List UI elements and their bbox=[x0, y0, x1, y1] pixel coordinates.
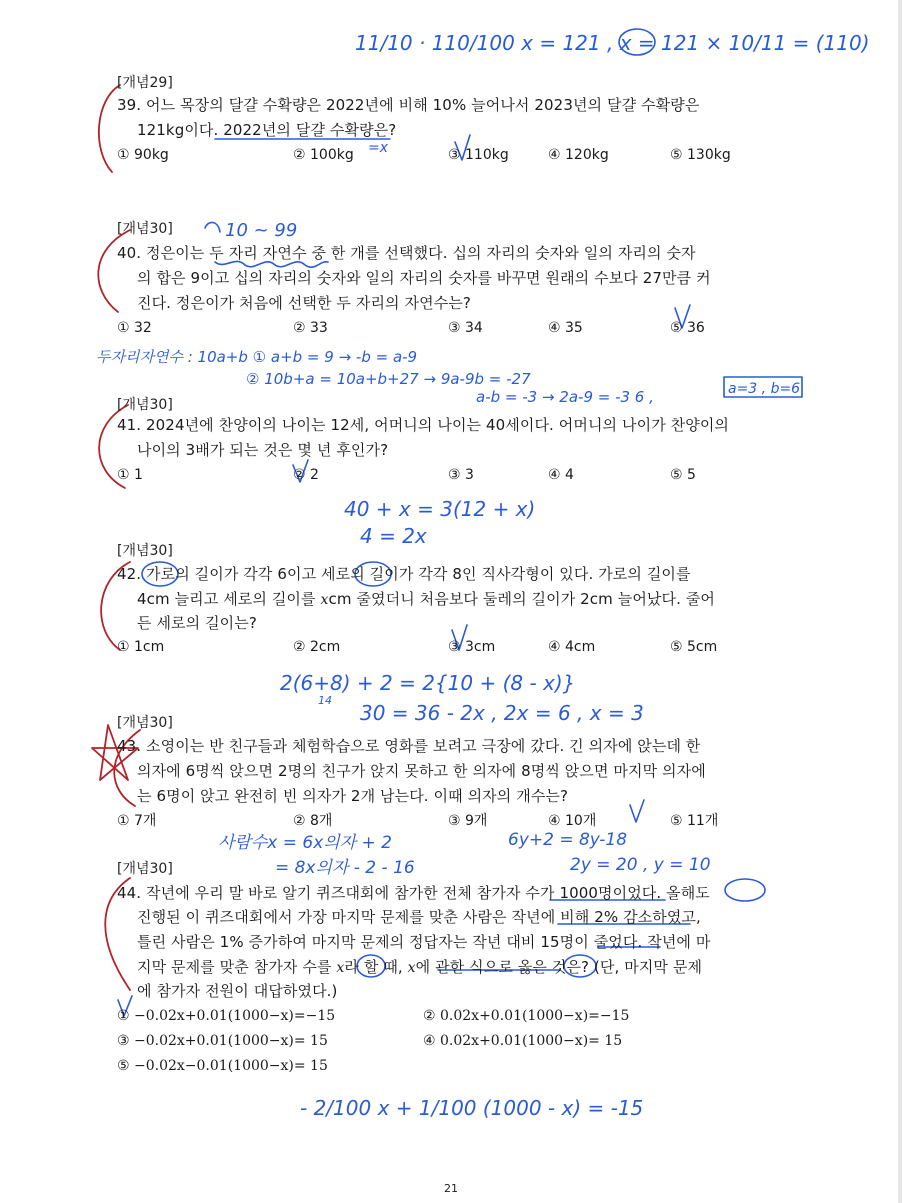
page-number: 21 bbox=[444, 1182, 458, 1195]
q44-choice-1[interactable]: ① −0.02x+0.01(1000−x)=−15 bbox=[117, 1008, 336, 1024]
q39-tag: [개념29] bbox=[117, 75, 173, 91]
q42-line2-part-a: 4cm 늘리고 세로의 길이를 bbox=[137, 590, 321, 608]
q44-text-line-5: 에 참가자 전원이 대답하였다.) bbox=[137, 982, 338, 1000]
q43-work-line-2: = 8x의자 - 2 - 16 bbox=[275, 858, 415, 878]
q40-choice-4[interactable]: ④ 35 bbox=[548, 320, 583, 336]
q43-check-mark bbox=[630, 800, 644, 822]
q44-line4-part-b: 라 할 때, bbox=[344, 958, 408, 976]
q44-choice-3[interactable]: ③ −0.02x+0.01(1000−x)= 15 bbox=[117, 1033, 328, 1049]
q44-text-line-2: 진행된 이 퀴즈대회에서 가장 마지막 문제를 맞춘 사람은 작년에 비해 2% 감소하였고, bbox=[137, 908, 701, 926]
q40-work-box: a=3 , b=6 bbox=[728, 381, 801, 397]
q41-text-line-1: 41. 2024년에 찬양이의 나이는 12세, 어머니의 나이는 40세이다. 어머니의 나이가 찬양이의 bbox=[117, 416, 730, 434]
q42-work-line-2: 30 = 36 - 2x , 2x = 6 , x = 3 bbox=[360, 701, 644, 725]
q44-text-line-1: 44. 작년에 우리 말 바로 알기 퀴즈대회에 참가한 전체 참가자 수가 1000명이었다. 올해도 bbox=[117, 884, 710, 902]
top-handwritten-note: 11/10 · 110/100 x = 121 , x = 121 × 10/11 = (110) bbox=[355, 31, 870, 55]
q41-choice-5[interactable]: ⑤ 5 bbox=[670, 467, 696, 483]
q43-choice-1[interactable]: ① 7개 bbox=[117, 813, 157, 829]
q42-work-line-1: 2(6+8) + 2 = 2{10 + (8 - x)} bbox=[280, 671, 576, 695]
q44-text-line-4 bbox=[137, 957, 702, 978]
q44-work-line-1: - 2/100 x + 1/100 (1000 - x) = -15 bbox=[300, 1096, 644, 1120]
q40-answer-box bbox=[724, 377, 802, 397]
q43-tag: [개념30] bbox=[117, 715, 173, 731]
q40-work-line-3: a-b = -3 → 2a-9 = -3 6 , bbox=[476, 388, 654, 406]
q40-choice-2[interactable]: ② 33 bbox=[293, 320, 328, 336]
q41-text-line-2: 나이의 3배가 되는 것은 몇 년 후인가? bbox=[137, 441, 389, 459]
page-edge bbox=[898, 0, 902, 1203]
q42-tag: [개념30] bbox=[117, 543, 173, 559]
q40-arrow bbox=[205, 222, 220, 232]
q44-variable-x-2: x bbox=[407, 960, 416, 976]
q40-text-line-3: 진다. 정은이가 처음에 선택한 두 자리의 자연수는? bbox=[137, 294, 471, 312]
q44-text-line-3: 틀린 사람은 1% 증가하여 마지막 문제의 정답자는 작년 대비 15명이 줄었다. 작년에 마 bbox=[137, 933, 711, 951]
q44-circle-this-year bbox=[725, 879, 765, 901]
q40-work-line-2: ② 10b+a = 10a+b+27 → 9a-9b = -27 bbox=[246, 370, 531, 388]
q41-choice-1[interactable]: ① 1 bbox=[117, 467, 143, 483]
q39-note: =x bbox=[368, 140, 389, 156]
q43-choice-4[interactable]: ④ 10개 bbox=[548, 813, 597, 829]
q43-text-line-1: 43. 소영이는 반 친구들과 체험학습으로 영화를 보려고 극장에 갔다. 긴 의자에 앉는데 한 bbox=[117, 737, 701, 755]
q43-choice-5[interactable]: ⑤ 11개 bbox=[670, 813, 719, 829]
q39-choice-2[interactable]: ② 100kg bbox=[293, 147, 354, 163]
q40-choice-5[interactable]: ⑤ 36 bbox=[670, 320, 705, 336]
q39-choice-1[interactable]: ① 90kg bbox=[117, 147, 169, 163]
q42-text-line-2 bbox=[137, 589, 715, 610]
q41-choice-4[interactable]: ④ 4 bbox=[548, 467, 574, 483]
q39-choice-5[interactable]: ⑤ 130kg bbox=[670, 147, 731, 163]
q41-choice-3[interactable]: ③ 3 bbox=[448, 467, 474, 483]
q40-choice-3[interactable]: ③ 34 bbox=[448, 320, 483, 336]
q40-text-line-1: 40. 정은이는 두 자리 자연수 중 한 개를 선택했다. 십의 자리의 숫자와 일의 자리의 숫자 bbox=[117, 244, 696, 262]
q43-choice-3[interactable]: ③ 9개 bbox=[448, 813, 488, 829]
q43-work-line-4: 2y = 20 , y = 10 bbox=[570, 855, 711, 875]
q44-choice-4[interactable]: ④ 0.02x+0.01(1000−x)= 15 bbox=[423, 1033, 623, 1049]
q43-text-line-2: 의자에 6명씩 앉으면 2명의 친구가 앉지 못하고 한 의자에 8명씩 앉으면 마지막 의자에 bbox=[137, 762, 706, 780]
q44-tag: [개념30] bbox=[117, 861, 173, 877]
q44-variable-x: x bbox=[336, 960, 345, 976]
q40-tag: [개념30] bbox=[117, 221, 173, 237]
q42-work-small: 14 bbox=[318, 694, 332, 707]
q43-work-line-3: 6y+2 = 8y-18 bbox=[508, 830, 628, 850]
q41-choice-2[interactable]: ② 2 bbox=[293, 467, 319, 483]
q40-text-line-2: 의 합은 9이고 십의 자리의 숫자와 일의 자리의 숫자를 바꾸면 원래의 수보다 27만큼 커 bbox=[137, 269, 711, 287]
q39-text-line-2: 121kg이다. 2022년의 달걀 수확량은? bbox=[137, 121, 397, 139]
q40-choice-1[interactable]: ① 32 bbox=[117, 320, 152, 336]
q44-choice-5[interactable]: ⑤ −0.02x−0.01(1000−x)= 15 bbox=[117, 1058, 328, 1074]
q43-choice-2[interactable]: ② 8개 bbox=[293, 813, 333, 829]
q44-line4-part-a: 지막 문제를 맞춘 참가자 수를 bbox=[137, 958, 337, 976]
q41-work-line-2: 4 = 2x bbox=[360, 524, 427, 548]
q42-choice-5[interactable]: ⑤ 5cm bbox=[670, 639, 718, 655]
q44-choice-2[interactable]: ② 0.02x+0.01(1000−x)=−15 bbox=[423, 1008, 630, 1024]
q41-work-line-1: 40 + x = 3(12 + x) bbox=[344, 497, 536, 521]
q39-text-line-1: 39. 어느 목장의 달걀 수확량은 2022년에 비해 10% 늘어나서 2023년의 달걀 수확량은 bbox=[117, 96, 700, 114]
q42-choice-1[interactable]: ① 1cm bbox=[117, 639, 165, 655]
q42-choice-4[interactable]: ④ 4cm bbox=[548, 639, 596, 655]
q42-choice-3[interactable]: ③ 3cm bbox=[448, 639, 496, 655]
q39-choice-3[interactable]: ③ 110kg bbox=[448, 147, 509, 163]
q44-line4-part-c: 에 관한 식으로 옳은 것은? (단, 마지막 문제 bbox=[415, 958, 703, 976]
q43-work-line-1: 사람수x = 6x의자 + 2 bbox=[218, 833, 392, 853]
q42-variable-x: x bbox=[320, 592, 329, 608]
q40-note-top: 10 ~ 99 bbox=[225, 220, 298, 241]
q42-choice-2[interactable]: ② 2cm bbox=[293, 639, 341, 655]
q42-text-line-1: 42. 가로의 길이가 각각 6이고 세로의 길이가 각각 8인 직사각형이 있다. 가로의 길이를 bbox=[117, 565, 691, 583]
q42-text-line-3: 든 세로의 길이는? bbox=[137, 614, 257, 632]
q43-text-line-3: 는 6명이 앉고 완전히 빈 의자가 2개 남는다. 이때 의자의 개수는? bbox=[137, 787, 569, 805]
answer-circle-110 bbox=[619, 29, 655, 55]
q40-work-line-1: 두자리자연수 : 10a+b ① a+b = 9 → -b = a-9 bbox=[96, 348, 418, 366]
q39-choice-4[interactable]: ④ 120kg bbox=[548, 147, 609, 163]
q41-tag: [개념30] bbox=[117, 397, 173, 413]
q42-line2-part-b: cm 줄였더니 처음보다 둘레의 길이가 2cm 늘어났다. 줄어 bbox=[328, 590, 716, 608]
